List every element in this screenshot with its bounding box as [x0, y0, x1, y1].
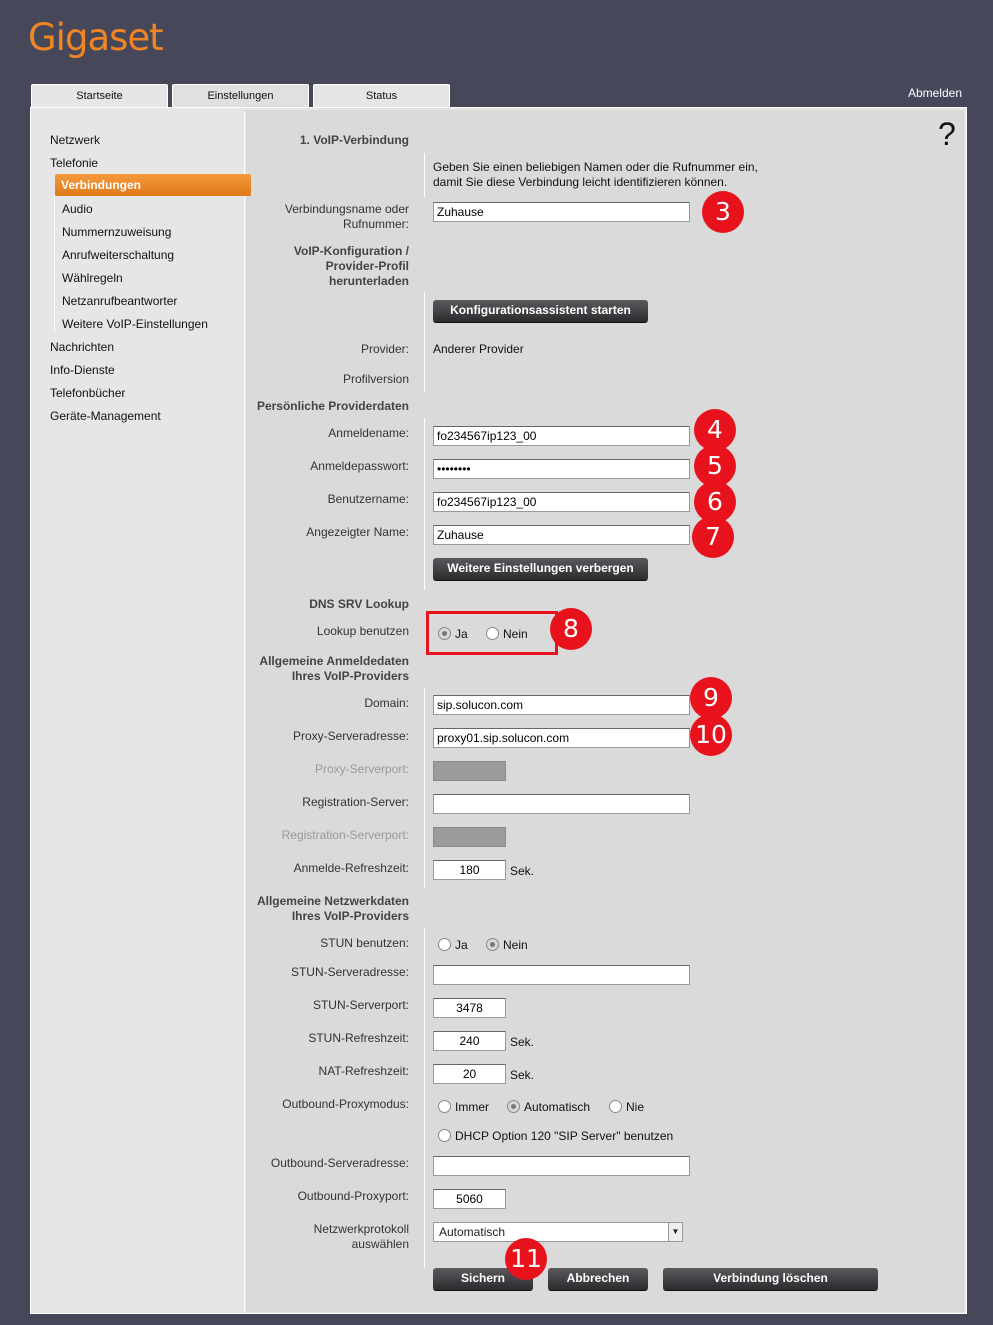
- separator: [424, 292, 425, 392]
- nav-info-dienste[interactable]: Info-Dienste: [50, 363, 115, 377]
- stun-refresh-input[interactable]: 240: [433, 1031, 506, 1051]
- wizard-button[interactable]: Konfigurationsassistent starten: [433, 300, 648, 322]
- stun-no-label: Nein: [503, 938, 528, 952]
- gigaset-logo: Gigaset: [28, 16, 163, 59]
- stun-address-label: STUN-Serveradresse:: [290, 965, 409, 979]
- stun-use-label: STUN benutzen:: [320, 936, 409, 950]
- step-marker: 11: [505, 1238, 547, 1280]
- display-name-input[interactable]: Zuhause: [433, 525, 690, 545]
- dns-section-heading: DNS SRV Lookup: [309, 597, 409, 611]
- protocol-label: Netzwerkprotokoll: [313, 1222, 409, 1236]
- step-marker: 6: [694, 481, 736, 523]
- stun-port-label: STUN-Serverport:: [312, 998, 409, 1012]
- voip-config-heading: Provider-Profil: [325, 259, 409, 273]
- logout-link[interactable]: Abmelden: [907, 86, 962, 100]
- hint-text: Geben Sie einen beliebigen Namen oder die Rufnummer ein,: [433, 160, 758, 174]
- general-network-heading: Ihres VoIP-Providers: [291, 909, 409, 923]
- step-marker: 8: [550, 608, 592, 650]
- nat-refresh-input[interactable]: 20: [433, 1064, 506, 1084]
- login-password-label: Anmeldepasswort:: [310, 459, 409, 473]
- lookup-no-label: Nein: [503, 627, 528, 641]
- nav-tree-line: [54, 196, 55, 332]
- stun-port-input[interactable]: 3478: [433, 998, 506, 1018]
- mode-dhcp-label: DHCP Option 120 "SIP Server" benutzen: [455, 1129, 674, 1143]
- domain-input[interactable]: sip.solucon.com: [433, 695, 690, 715]
- nav-netzwerk[interactable]: Netzwerk: [50, 133, 101, 147]
- stun-address-input[interactable]: [433, 965, 690, 985]
- login-name-input[interactable]: fo234567ip123_00: [433, 426, 690, 446]
- outbound-address-label: Outbound-Serveradresse:: [270, 1156, 409, 1170]
- separator: [424, 153, 425, 197]
- stun-refresh-label: STUN-Refreshzeit:: [308, 1031, 409, 1045]
- nav-geraete-management[interactable]: Geräte-Management: [50, 409, 161, 423]
- conn-name-label: Rufnummer:: [342, 217, 409, 231]
- stun-yes-radio[interactable]: [438, 938, 451, 951]
- help-icon[interactable]: ?: [938, 116, 956, 152]
- login-password-input[interactable]: ••••••••: [433, 459, 690, 479]
- conn-name-label: Verbindungsname oder: [284, 202, 409, 216]
- mode-auto-label: Automatisch: [524, 1100, 591, 1114]
- lookup-label: Lookup benutzen: [316, 624, 409, 638]
- step-marker: 4: [694, 409, 736, 451]
- cancel-button[interactable]: Abbrechen: [548, 1268, 648, 1290]
- hint-text: damit Sie diese Verbindung leicht identifizieren können.: [433, 175, 728, 189]
- login-name-label: Anmeldename:: [328, 426, 409, 440]
- proxy-address-label: Proxy-Serveradresse:: [292, 729, 409, 743]
- general-login-heading: Ihres VoIP-Providers: [291, 669, 409, 683]
- provider-label: Provider:: [360, 342, 409, 356]
- personal-section-heading: Persönliche Providerdaten: [256, 399, 409, 413]
- mode-always-radio[interactable]: [438, 1100, 451, 1113]
- outbound-port-label: Outbound-Proxyport:: [297, 1189, 409, 1203]
- step-marker: 10: [690, 714, 732, 756]
- step-marker: 5: [694, 445, 736, 487]
- seconds-unit: Sek.: [510, 864, 535, 878]
- tab-einstellungen[interactable]: Einstellungen: [172, 84, 309, 108]
- protocol-label: auswählen: [351, 1237, 409, 1251]
- conn-name-input[interactable]: Zuhause: [433, 202, 690, 222]
- nav-weitere-voip[interactable]: Weitere VoIP-Einstellungen: [62, 317, 208, 331]
- separator: [424, 418, 425, 590]
- nav-telefonie[interactable]: Telefonie: [50, 156, 99, 170]
- seconds-unit: Sek.: [510, 1035, 535, 1049]
- mode-dhcp-radio[interactable]: [438, 1129, 451, 1142]
- provider-value: Anderer Provider: [433, 342, 524, 356]
- delete-connection-button[interactable]: Verbindung löschen: [663, 1268, 878, 1290]
- separator: [424, 688, 425, 888]
- proxy-port-label: Proxy-Serverport:: [314, 762, 409, 776]
- lookup-yes-label: Ja: [455, 627, 468, 641]
- sidebar: [32, 112, 245, 1312]
- step-marker: 3: [702, 191, 744, 233]
- user-name-label: Benutzername:: [327, 492, 409, 506]
- nat-refresh-label: NAT-Refreshzeit:: [318, 1064, 409, 1078]
- mode-auto-radio[interactable]: [507, 1100, 520, 1113]
- protocol-select[interactable]: [433, 1222, 683, 1242]
- nav-telefonbuecher[interactable]: Telefonbücher: [50, 386, 126, 400]
- nav-nachrichten[interactable]: Nachrichten: [50, 340, 115, 354]
- general-network-heading: Allgemeine Netzwerkdaten: [256, 894, 409, 908]
- registration-port-input: [433, 827, 506, 847]
- nav-audio[interactable]: Audio: [62, 202, 93, 216]
- user-name-input[interactable]: fo234567ip123_00: [433, 492, 690, 512]
- save-button[interactable]: Sichern: [433, 1268, 533, 1290]
- proxy-port-input: [433, 761, 506, 781]
- proxy-address-input[interactable]: proxy01.sip.solucon.com: [433, 728, 690, 748]
- registration-port-label: Registration-Serverport:: [281, 828, 409, 842]
- registration-server-input[interactable]: [433, 794, 690, 814]
- profile-label: Profilversion: [342, 372, 409, 386]
- general-login-heading: Allgemeine Anmeldedaten: [259, 654, 409, 668]
- lookup-yes-radio[interactable]: [438, 627, 451, 640]
- step-marker: 7: [692, 516, 734, 558]
- nav-anrufweiterschaltung[interactable]: Anrufweiterschaltung: [62, 248, 175, 262]
- nav-netzanrufbeantworter[interactable]: Netzanrufbeantworter: [62, 294, 178, 308]
- tab-status[interactable]: Status: [313, 84, 450, 107]
- protocol-select-value: Automatisch: [439, 1225, 506, 1239]
- stun-no-radio[interactable]: [486, 938, 499, 951]
- outbound-address-input[interactable]: [433, 1156, 690, 1176]
- mode-never-label: Nie: [626, 1100, 645, 1114]
- tab-startseite[interactable]: Startseite: [31, 84, 168, 107]
- lookup-no-radio[interactable]: [486, 627, 499, 640]
- refresh-time-label: Anmelde-Refreshzeit:: [293, 861, 409, 875]
- section-voip-verbindung: 1. VoIP-Verbindung: [299, 133, 409, 147]
- stun-yes-label: Ja: [455, 938, 468, 952]
- separator: [424, 928, 425, 1268]
- nav-waehlregeln[interactable]: Wählregeln: [62, 271, 123, 285]
- nav-verbindungen[interactable]: Verbindungen: [55, 174, 251, 196]
- step-marker: 9: [690, 677, 732, 719]
- display-name-label: Angezeigter Name:: [306, 525, 409, 539]
- chevron-down-icon[interactable]: ▼: [668, 1223, 682, 1241]
- outbound-port-input[interactable]: 5060: [433, 1189, 506, 1209]
- nav-nummernzuweisung[interactable]: Nummernzuweisung: [62, 225, 172, 239]
- voip-config-heading: VoIP-Konfiguration /: [293, 244, 409, 258]
- registration-server-label: Registration-Server:: [302, 795, 409, 809]
- outbound-mode-label: Outbound-Proxymodus:: [282, 1097, 409, 1111]
- refresh-time-input[interactable]: 180: [433, 860, 506, 880]
- mode-never-radio[interactable]: [609, 1100, 622, 1113]
- seconds-unit: Sek.: [510, 1068, 535, 1082]
- hide-settings-button[interactable]: Weitere Einstellungen verbergen: [433, 558, 648, 580]
- domain-label: Domain:: [364, 696, 409, 710]
- voip-config-heading: herunterladen: [328, 274, 409, 288]
- mode-always-label: Immer: [455, 1100, 489, 1114]
